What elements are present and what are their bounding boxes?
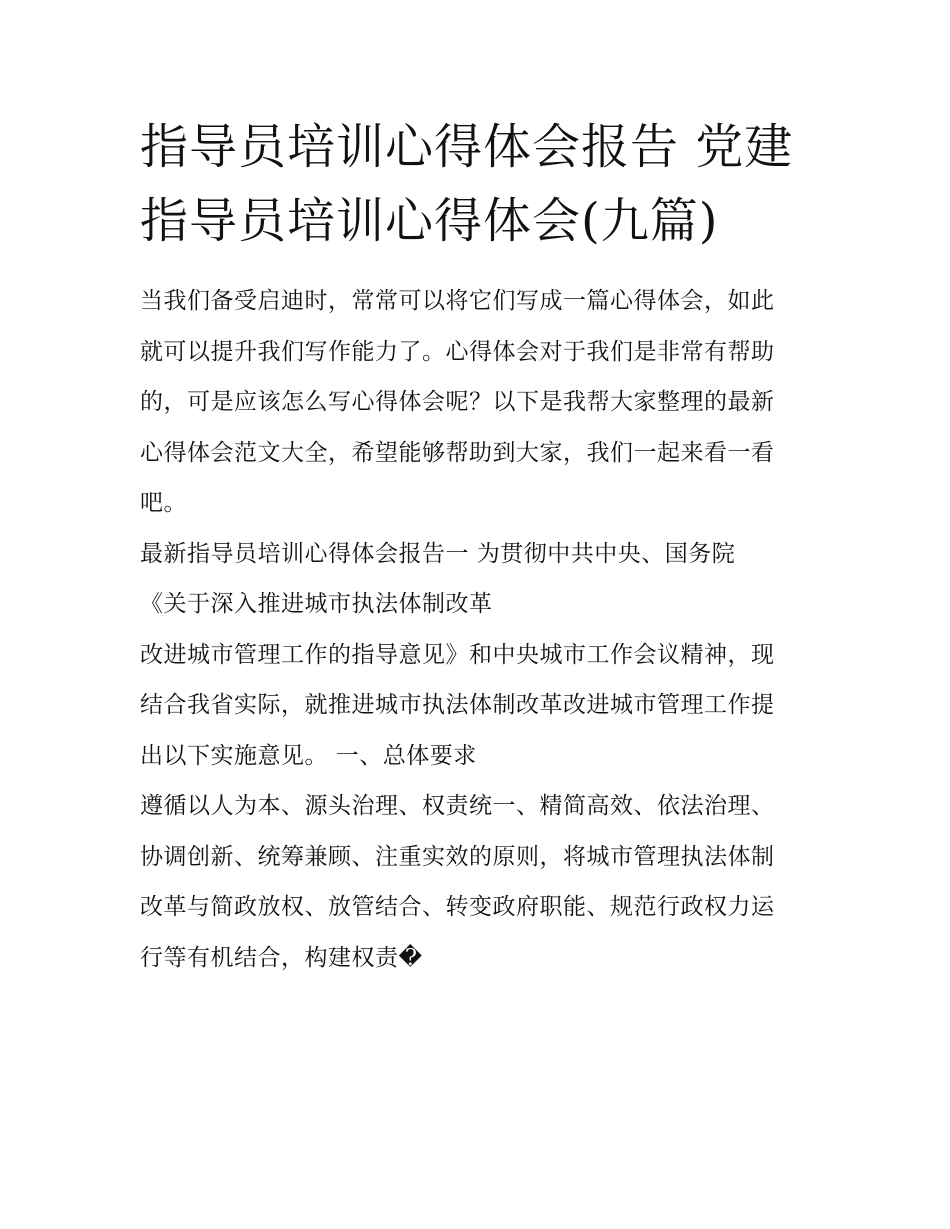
body-line: 协调创新、统筹兼顾、注重实效的原则，将城市管理执法体制 <box>140 843 775 870</box>
body-line: 吧。 <box>140 490 187 516</box>
body-line: 的，可是应该怎么写心得体会呢？以下是我帮大家整理的最新 <box>140 389 775 415</box>
body-line: 行等有机结合，构建权责� <box>140 944 423 971</box>
body-line: 就可以提升我们写作能力了。心得体会对于我们是非常有帮助 <box>140 338 775 365</box>
body-line: 改进城市管理工作的指导意见》和中央城市工作会议精神，现 <box>140 641 775 668</box>
body-line: 遵循以人为本、源头治理、权责统一、精简高效、依法治理、 <box>140 793 775 819</box>
document-title <box>140 110 820 258</box>
body-line: 最新指导员培训心得体会报告一 为贯彻中共中央、国务院 <box>140 540 736 567</box>
document-body <box>140 276 815 983</box>
body-line: 结合我省实际，就推进城市执法体制改革改进城市管理工作提 <box>140 692 775 718</box>
body-line: 心得体会范文大全，希望能够帮助到大家，我们一起来看一看 <box>140 439 775 466</box>
title-line-2: 指导员培训心得体会(九篇) <box>140 193 719 249</box>
title-line-1: 指导员培训心得体会报告 党建 <box>140 119 794 175</box>
body-line: 出以下实施意见。 一、总体要求 <box>140 742 477 769</box>
body-line: 《关于深入推进城市执法体制改革 <box>140 591 493 617</box>
body-line: 当我们备受启迪时，常常可以将它们写成一篇心得体会，如此 <box>140 288 775 314</box>
body-line: 改革与简政放权、放管结合、转变政府职能、规范行政权力运 <box>140 894 775 920</box>
